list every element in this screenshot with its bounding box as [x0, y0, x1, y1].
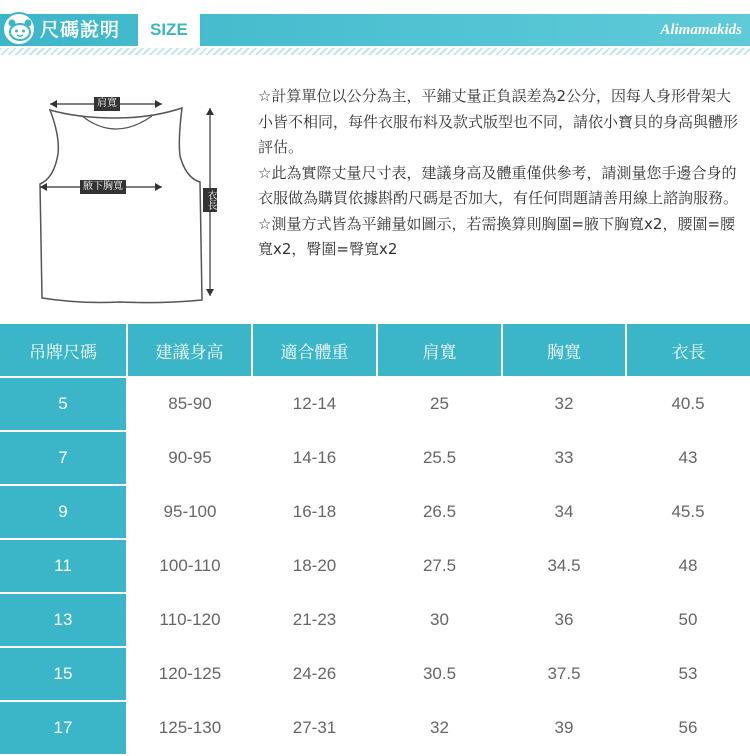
cell-tag-size: 17	[0, 701, 127, 755]
cell-height: 125-130	[127, 701, 252, 755]
table-header-row	[0, 324, 750, 377]
cell-chest: 39	[502, 701, 626, 755]
header-weight: 適合體重	[252, 324, 377, 377]
measurement-diagram	[20, 78, 250, 318]
size-table-body	[0, 377, 750, 755]
cell-chest: 37.5	[502, 647, 626, 701]
cell-shoulder: 30	[377, 593, 502, 647]
note-size-reference: ☆此為實際丈量尺寸表，建議身高及體重僅供參考，請測量您手邊合身的衣服做為購買依據斟酌尺碼是否加大，有任何問題請善用線上諮詢服務。	[258, 163, 739, 207]
cell-weight: 16-18	[252, 485, 377, 539]
cell-tag-size: 15	[0, 647, 127, 701]
cell-shoulder: 25.5	[377, 431, 502, 485]
cell-weight: 27-31	[252, 701, 377, 755]
note-measurement-unit: ☆計算單位以公分為主，平鋪丈量正負誤差為2公分，因每人身形骨架大小皆不相同，每件衣服布料及款式版型也不同，請依小寶貝的身高與體形評估。	[258, 87, 739, 156]
table-row	[0, 593, 750, 647]
cell-tag-size: 9	[0, 485, 127, 539]
note-measuring-method: ☆測量方式皆為平鋪量如圖示，若需換算則胸圍=腋下胸寬x2，腰圍=腰寬x2，臀圍=臀寬x2	[258, 214, 736, 258]
cell-length: 40.5	[626, 377, 750, 431]
cell-weight: 18-20	[252, 539, 377, 593]
cell-length: 56	[626, 701, 750, 755]
cell-weight: 12-14	[252, 377, 377, 431]
mascot-icon	[2, 12, 36, 46]
cell-tag-size: 5	[0, 377, 127, 431]
cell-weight: 24-26	[252, 647, 377, 701]
page-title: 尺碼說明	[40, 19, 121, 41]
chest-width-label: 腋下胸寬	[80, 180, 126, 194]
cell-length: 43	[626, 431, 750, 485]
cell-height: 95-100	[127, 485, 252, 539]
cell-shoulder: 25	[377, 377, 502, 431]
cell-chest: 32	[502, 377, 626, 431]
cell-height: 100-110	[127, 539, 252, 593]
cell-length: 45.5	[626, 485, 750, 539]
table-row	[0, 485, 750, 539]
cell-chest: 36	[502, 593, 626, 647]
cell-tag-size: 13	[0, 593, 127, 647]
cell-shoulder: 27.5	[377, 539, 502, 593]
cell-height: 85-90	[127, 377, 252, 431]
cell-shoulder: 32	[377, 701, 502, 755]
cell-tag-size: 11	[0, 539, 127, 593]
cell-shoulder: 26.5	[377, 485, 502, 539]
size-notes	[258, 84, 743, 263]
cell-shoulder: 30.5	[377, 647, 502, 701]
table-row	[0, 539, 750, 593]
table-row	[0, 647, 750, 701]
header-tag-size: 吊牌尺碼	[0, 324, 127, 377]
brand-logo: Alimamakids	[660, 22, 742, 38]
size-subtitle: SIZE	[150, 20, 188, 39]
cell-length: 50	[626, 593, 750, 647]
cell-chest: 34.5	[502, 539, 626, 593]
cell-weight: 14-16	[252, 431, 377, 485]
cell-chest: 34	[502, 485, 626, 539]
cell-tag-size: 7	[0, 431, 127, 485]
cell-weight: 21-23	[252, 593, 377, 647]
cell-height: 120-125	[127, 647, 252, 701]
cell-length: 53	[626, 647, 750, 701]
header-shoulder: 肩寬	[377, 324, 502, 377]
banner-divider-stripe	[0, 48, 750, 55]
header-height: 建議身高	[127, 324, 252, 377]
body-length-label: 衣長	[205, 190, 216, 210]
shoulder-width-label: 肩寬	[94, 97, 120, 111]
cell-height: 90-95	[127, 431, 252, 485]
size-chart-table	[0, 324, 750, 756]
header-length: 衣長	[626, 324, 750, 377]
table-row	[0, 701, 750, 755]
cell-chest: 33	[502, 431, 626, 485]
table-row	[0, 431, 750, 485]
cell-height: 110-120	[127, 593, 252, 647]
header-banner	[0, 0, 750, 56]
cell-length: 48	[626, 539, 750, 593]
table-row	[0, 377, 750, 431]
header-chest: 胸寬	[502, 324, 626, 377]
